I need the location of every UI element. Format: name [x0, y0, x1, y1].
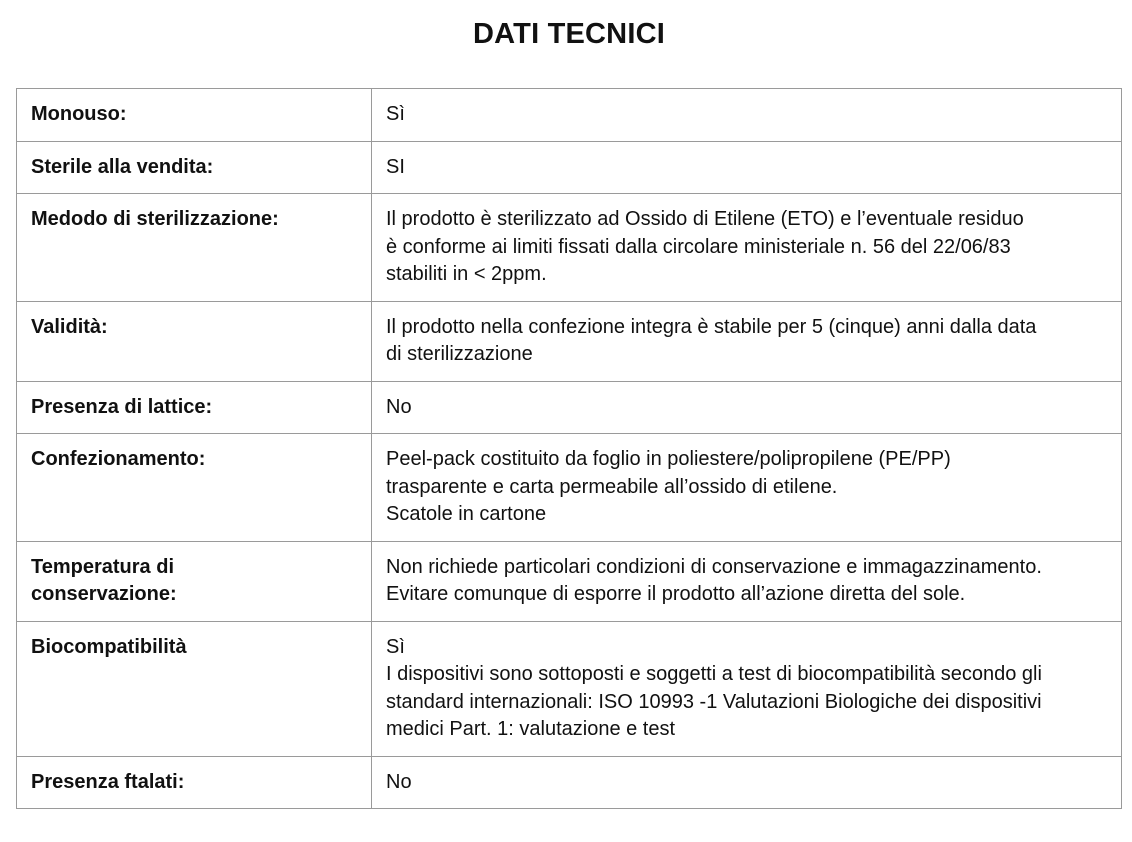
row-value-line: Scatole in cartone	[386, 503, 547, 525]
row-value-line: Sì	[386, 635, 405, 658]
table-row-latex	[17, 381, 1122, 434]
row-value	[372, 89, 1122, 142]
row-value-line: No	[386, 770, 412, 793]
table-row-monouso	[17, 89, 1122, 142]
row-value-line: standard internazionali: ISO 10993 -1 Valutazioni Biologiche dei dispositivi	[386, 690, 1042, 713]
row-value-line: Non richiede particolari condizioni di conservazione e immagazzinamento.	[386, 555, 1042, 578]
row-value	[372, 381, 1122, 434]
row-value-line: di sterilizzazione	[386, 343, 533, 365]
table-row-storage-temperature	[17, 541, 1122, 621]
table-row-sterilization-method	[17, 194, 1122, 302]
row-label	[17, 621, 372, 756]
row-value-line: I dispositivi sono sottoposti e soggetti a test di biocompatibilità secondo gli	[386, 663, 1042, 685]
row-value-line: No	[386, 395, 412, 418]
row-value	[372, 756, 1122, 809]
row-label-line: Temperatura di	[31, 555, 174, 578]
row-label	[17, 541, 372, 621]
row-value-line: Il prodotto è sterilizzato ad Ossido di Etilene (ETO) e l’eventuale residuo	[386, 208, 1024, 230]
row-value	[372, 141, 1122, 194]
table-row-biocompatibility	[17, 621, 1122, 756]
row-label	[17, 89, 372, 142]
row-value-line: Il prodotto nella confezione integra è stabile per 5 (cinque) anni dalla data	[386, 315, 1037, 338]
row-value	[372, 541, 1122, 621]
row-label	[17, 434, 372, 542]
row-value-line: stabiliti in < 2ppm.	[386, 263, 547, 285]
row-value-line: Sì	[386, 103, 405, 125]
row-value-line: Evitare comunque di esporre il prodotto all’azione diretta del sole.	[386, 583, 966, 605]
row-label	[17, 301, 372, 381]
row-value-line: Peel-pack costituito da foglio in poliestere/polipropilene (PE/PP)	[386, 448, 951, 470]
row-label-line: Confezionamento:	[31, 448, 206, 470]
row-value-line: è conforme ai limiti fissati dalla circolare ministeriale n. 56 del 22/06/83	[386, 235, 1011, 258]
row-label	[17, 756, 372, 809]
row-label-line: Medodo di sterilizzazione:	[31, 208, 279, 230]
table-row-packaging	[17, 434, 1122, 542]
row-label-line: Validità:	[31, 315, 108, 338]
row-value	[372, 434, 1122, 542]
row-label	[17, 194, 372, 302]
row-value-line: trasparente e carta permeabile all’ossido di etilene.	[386, 475, 838, 498]
row-value-line: medici Part. 1: valutazione e test	[386, 718, 676, 740]
row-label-line: Monouso:	[31, 103, 127, 125]
row-label-line: Presenza ftalati:	[31, 770, 185, 793]
row-label	[17, 381, 372, 434]
row-value	[372, 621, 1122, 756]
row-label-line: Sterile alla vendita:	[31, 155, 214, 178]
page-title: DATI TECNICI	[473, 18, 665, 50]
table-row-validity	[17, 301, 1122, 381]
row-value-line: SI	[386, 155, 405, 178]
technical-data-table	[16, 88, 1122, 809]
row-value	[372, 301, 1122, 381]
row-label-line: Biocompatibilità	[31, 635, 187, 658]
table-row-phthalates	[17, 756, 1122, 809]
row-label	[17, 141, 372, 194]
row-label-line: Presenza di lattice:	[31, 395, 213, 418]
row-value	[372, 194, 1122, 302]
row-label-line: conservazione:	[31, 583, 177, 605]
table-row-sterile	[17, 141, 1122, 194]
